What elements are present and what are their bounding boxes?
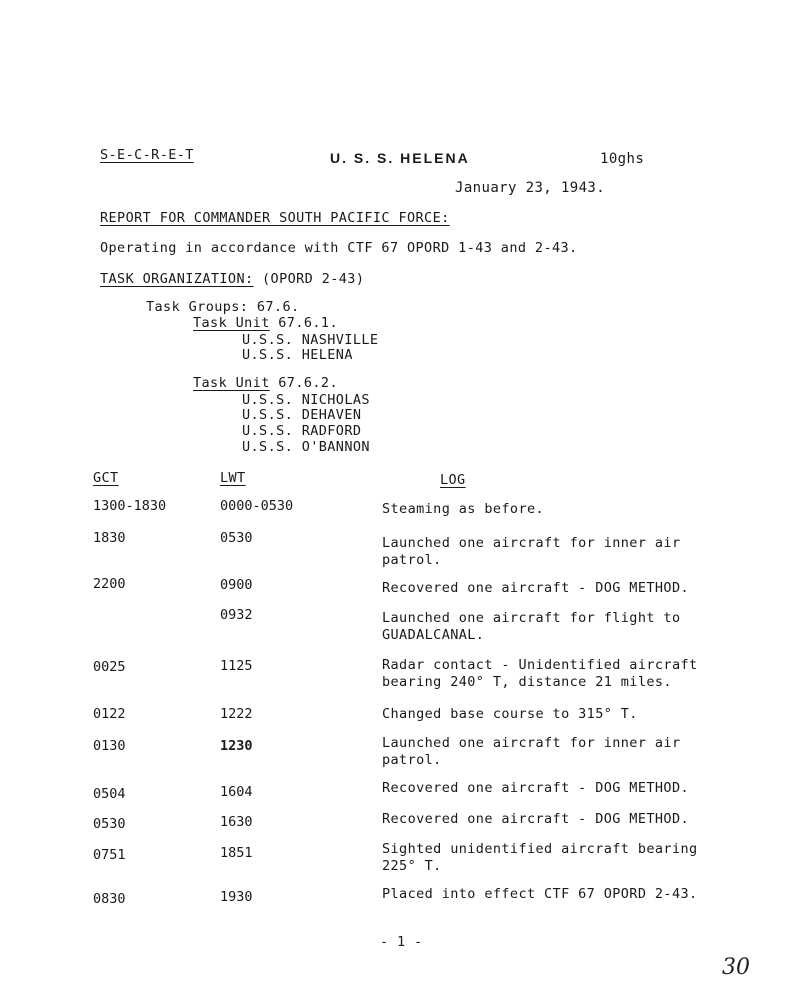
log-row-lwt: 1222 [220,706,253,722]
report-title: REPORT FOR COMMANDER SOUTH PACIFIC FORCE: [100,210,450,226]
operating-line: Operating in accordance with CTF 67 OPORD 1-43 and 2-43. [100,240,578,256]
log-row-lwt: 1604 [220,784,253,800]
log-row-gct: 0122 [93,706,126,722]
log-row-entry: Steaming as before. [382,501,545,517]
task-organization-label: TASK ORGANIZATION: [100,271,254,287]
task-unit-2-label: Task Unit [193,375,270,391]
ship-title: U. S. S. HELENA [330,150,470,166]
log-row-lwt: 1851 [220,845,253,861]
log-row-entry: Radar contact - Unidentified aircraft bearing 240° T, distance 21 miles. [382,657,698,690]
log-row-lwt: 0000-0530 [220,498,294,514]
ship-helena: U.S.S. HELENA [242,347,353,363]
log-row-entry: Sighted unidentified aircraft bearing 225° T. [382,841,698,874]
log-row-entry: Recovered one aircraft - DOG METHOD. [382,780,689,796]
log-row-gct: 0504 [93,786,126,802]
log-row-gct: 0130 [93,738,126,754]
task-groups: Task Groups: 67.6. [146,299,300,315]
log-row-lwt: 1230 [220,738,253,754]
log-row-gct: 0530 [93,816,126,832]
log-row-gct: 2200 [93,576,126,592]
log-row-lwt: 0530 [220,530,253,546]
log-column-header: LOG [440,472,466,488]
ship-dehaven: U.S.S. DEHAVEN [242,407,362,423]
log-row-gct: 0025 [93,659,126,675]
log-row-lwt: 1630 [220,814,253,830]
handwritten-page-mark: 30 [722,955,750,980]
task-organization-heading [100,271,364,287]
log-row-entry: Launched one aircraft for inner air patrol. [382,535,681,568]
document-code: 10ghs [600,151,645,167]
ship-radford: U.S.S. RADFORD [242,423,362,439]
log-row-lwt: 1125 [220,658,253,674]
log-row-entry: Launched one aircraft for inner air patrol. [382,735,681,768]
log-row-gct: 1830 [93,530,126,546]
report-date: January 23, 1943. [455,180,606,196]
log-row-lwt: 1930 [220,889,253,905]
ship-nicholas: U.S.S. NICHOLAS [242,392,370,408]
page-number: - 1 - [380,934,423,950]
log-row-entry: Recovered one aircraft - DOG METHOD. [382,580,689,596]
log-row-gct: 0751 [93,847,126,863]
log-row-entry: Launched one aircraft for flight to GUADALCANAL. [382,610,681,643]
task-unit-1-label: Task Unit [193,315,270,331]
log-row-entry: Changed base course to 315° T. [382,706,638,722]
log-row-gct: 1300-1830 [93,498,167,514]
ship-nashville: U.S.S. NASHVILLE [242,332,379,348]
log-row-lwt: 0900 [220,577,253,593]
gct-column-header: GCT [93,470,119,486]
task-unit-1 [193,315,338,331]
log-row-entry: Placed into effect CTF 67 OPORD 2-43. [382,886,698,902]
task-organization-ref: (OPORD 2-43) [262,271,365,287]
task-unit-1-number: 67.6.1. [278,315,338,331]
lwt-column-header: LWT [220,470,246,486]
log-row-gct: 0830 [93,891,126,907]
task-unit-2 [193,375,338,391]
log-row-entry: Recovered one aircraft - DOG METHOD. [382,811,689,827]
task-unit-2-number: 67.6.2. [278,375,338,391]
ship-obannon: U.S.S. O'BANNON [242,439,370,455]
classification-marking: S-E-C-R-E-T [100,147,194,163]
log-row-lwt: 0932 [220,607,253,623]
